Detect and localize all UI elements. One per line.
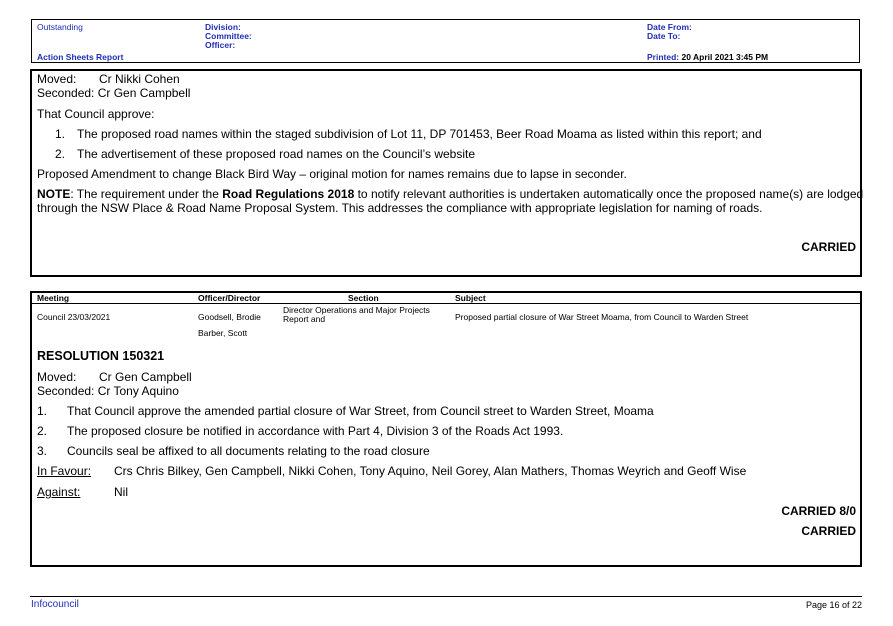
point-number: 1. bbox=[37, 404, 48, 418]
outcome-label: CARRIED bbox=[801, 240, 856, 254]
motion-intro: That Council approve: bbox=[37, 107, 155, 121]
point-text: The advertisement of these proposed road names on the Council’s website bbox=[77, 147, 476, 161]
outcome-label: CARRIED bbox=[801, 524, 856, 538]
officer-label: Officer: bbox=[205, 40, 236, 50]
against-label: Against: bbox=[37, 485, 81, 499]
officer-value-2: Barber, Scott bbox=[198, 328, 248, 338]
seconded-by: Seconded: Cr Tony Aquino bbox=[37, 384, 179, 398]
officer-value-1: Goodsell, Brodie bbox=[198, 312, 261, 322]
report-header bbox=[31, 19, 860, 63]
note-line-1: NOTE: The requirement under the Road Regulations 2018 to notify relevant authorities is undertaken automatically once the proposed name(s) are lodged bbox=[37, 187, 864, 201]
footer-divider bbox=[30, 596, 862, 597]
subject-value: Proposed partial closure of War Street Moama, from Council to Warden Street bbox=[455, 312, 749, 322]
page-number: Page 16 of 22 bbox=[805, 600, 862, 610]
date-from-label: Date From: bbox=[647, 22, 692, 32]
meeting-value: Council 23/03/2021 bbox=[37, 312, 111, 322]
resolution-title: RESOLUTION 150321 bbox=[37, 349, 165, 363]
point-text: Councils seal be affixed to all documents relating to the road closure bbox=[67, 444, 430, 458]
printed-info: Printed: 20 April 2021 3:45 PM bbox=[647, 52, 769, 62]
point-number: 1. bbox=[55, 127, 66, 141]
amendment-text: Proposed Amendment to change Black Bird Way – original motion for names remains due to lapse in seconder. bbox=[37, 167, 627, 181]
section-value-2: Report and bbox=[283, 314, 326, 324]
committee-label: Committee: bbox=[205, 31, 252, 41]
action-item-war-street bbox=[30, 291, 862, 567]
date-to-label: Date To: bbox=[647, 31, 681, 41]
in-favour-label: In Favour: bbox=[37, 464, 92, 478]
point-text: The proposed road names within the staged subdivision of Lot 11, DP 701453, Beer Road Moama as listed within this report; and bbox=[77, 127, 762, 141]
point-number: 3. bbox=[37, 444, 48, 458]
col-meeting: Meeting bbox=[37, 293, 70, 303]
division-label: Division: bbox=[205, 22, 241, 32]
table-header-row bbox=[32, 293, 860, 304]
moved-label: Moved: bbox=[37, 72, 77, 86]
point-text: The proposed closure be notified in accordance with Part 4, Division 3 of the Roads Act 1993. bbox=[67, 424, 564, 438]
against-list: Nil bbox=[114, 485, 128, 499]
note-line-2: through the NSW Place & Road Name Proposal System. This addresses the compliance with appropriate legislation for naming of roads. bbox=[37, 201, 763, 215]
col-subject: Subject bbox=[455, 293, 486, 303]
point-number: 2. bbox=[55, 147, 66, 161]
status-label: Outstanding bbox=[37, 22, 83, 32]
in-favour-list: Crs Chris Bilkey, Gen Campbell, Nikki Cohen, Tony Aquino, Neil Gorey, Alan Mathers, Thomas Weyrich and Geoff Wise bbox=[114, 464, 747, 478]
point-number: 2. bbox=[37, 424, 48, 438]
outcome-count: CARRIED 8/0 bbox=[781, 504, 856, 518]
section-value-1: Director Operations and Major Projects bbox=[283, 305, 430, 315]
col-section: Section bbox=[348, 293, 379, 303]
col-officer: Officer/Director bbox=[198, 293, 261, 303]
moved-by: Cr Gen Campbell bbox=[99, 370, 192, 384]
report-name: Action Sheets Report bbox=[37, 52, 124, 62]
seconded-by: Seconded: Cr Gen Campbell bbox=[37, 86, 191, 100]
moved-label: Moved: bbox=[37, 370, 77, 384]
point-text: That Council approve the amended partial closure of War Street, from Council street to Warden Street, Moama bbox=[67, 404, 654, 418]
action-item-road-names bbox=[30, 69, 862, 277]
moved-by: Cr Nikki Cohen bbox=[99, 72, 180, 86]
footer-brand: Infocouncil bbox=[31, 599, 79, 610]
